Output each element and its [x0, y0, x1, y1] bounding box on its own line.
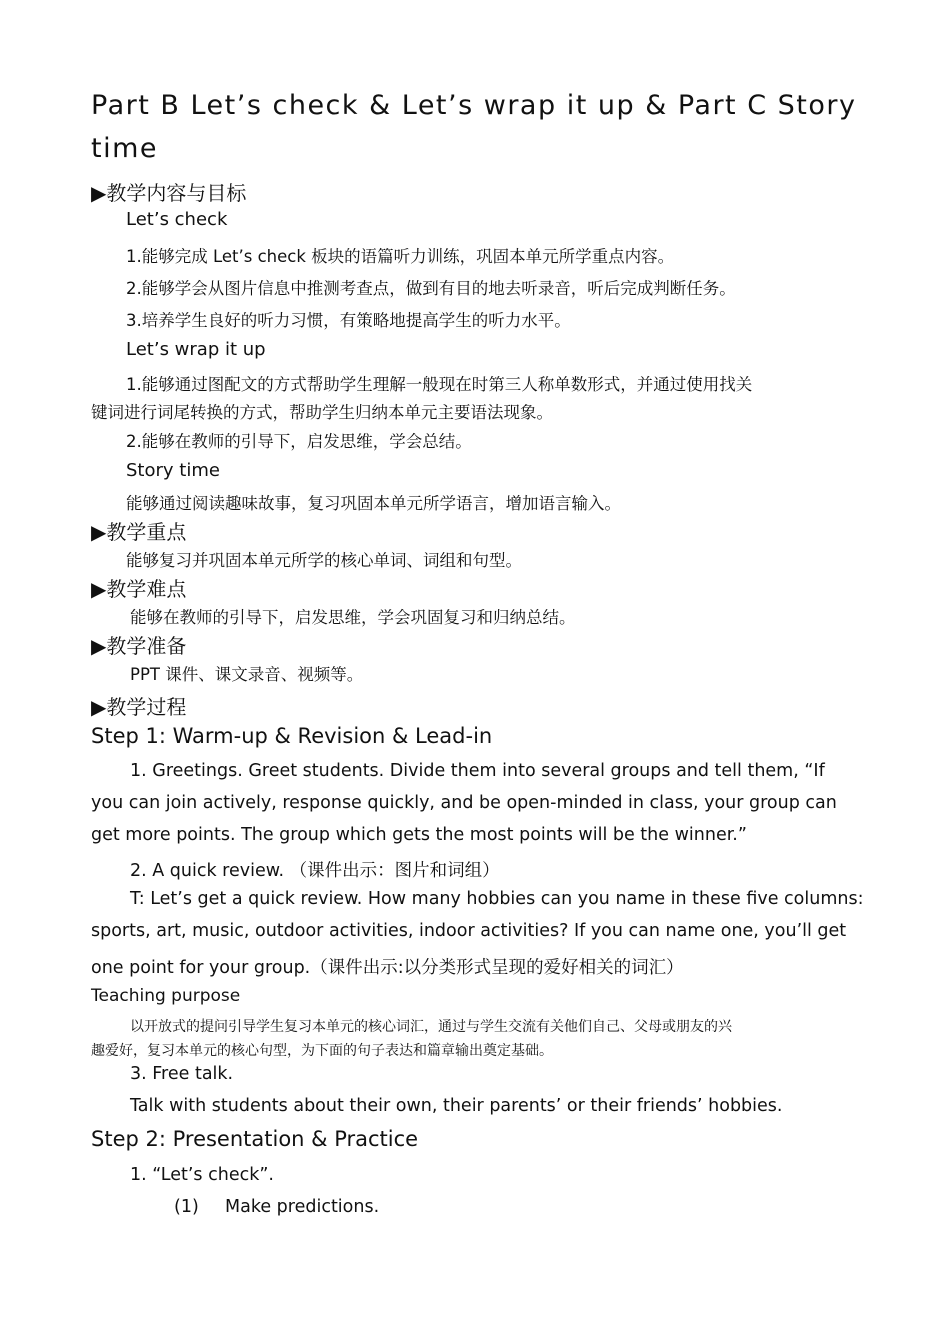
doc-title-line2: time — [91, 133, 159, 164]
teaching-purpose-heading: Teaching purpose — [91, 986, 241, 1006]
step1-p2: 2. A quick review. （课件出示：图片和词组） — [130, 861, 500, 881]
lets-wrap-heading: Let’s wrap it up — [126, 339, 266, 360]
lets-wrap-item-1-line2: 键词进行词尾转换的方式，帮助学生归纳本单元主要语法现象。 — [91, 403, 553, 422]
step1-p1-line2: you can join actively, response quickly, and be open-minded in class, your group can — [91, 793, 837, 813]
doc-title-line1: Part B Let’s check & Let’s wrap it up & Part C Story — [91, 90, 857, 121]
step1-p3-line2: sports, art, music, outdoor activities, indoor activities? If you can name one, you’ll get — [91, 921, 847, 941]
step1-p4: 3. Free talk. — [130, 1064, 234, 1084]
step2-sub-item — [174, 1197, 380, 1217]
step1-p1-line3: get more points. The group which gets the most points will be the winner.” — [91, 825, 747, 845]
story-time-heading: Story time — [126, 460, 220, 481]
section-process: ▶教学过程 — [91, 695, 187, 719]
lets-check-item-3: 3.培养学生良好的听力习惯，有策略地提高学生的听力水平。 — [126, 311, 571, 330]
section-preparation: ▶教学准备 — [91, 634, 187, 658]
teaching-purpose-line2: 趣爱好，复习本单元的核心句型，为下面的句子表达和篇章输出奠定基础。 — [91, 1043, 553, 1059]
step1-p5: Talk with students about their own, their parents’ or their friends’ hobbies. — [130, 1096, 783, 1116]
step2-p1: 1. “Let’s check”. — [130, 1165, 274, 1185]
difficulties-text: 能够在教师的引导下，启发思维，学会巩固复习和归纳总结。 — [130, 608, 576, 627]
step1-p3-line1: T: Let’s get a quick review. How many hobbies can you name in these five columns: — [130, 889, 864, 909]
step2-sub-number: (1) — [174, 1197, 199, 1217]
section-key-points: ▶教学重点 — [91, 520, 187, 544]
lets-wrap-item-1-line1: 1.能够通过图配文的方式帮助学生理解一般现在时第三人称单数形式，并通过使用找关 — [126, 375, 753, 394]
step2-heading: Step 2: Presentation & Practice — [91, 1127, 419, 1151]
lets-check-heading: Let’s check — [126, 209, 228, 230]
lets-wrap-item-2: 2.能够在教师的引导下，启发思维，学会总结。 — [126, 432, 472, 451]
section-difficulties: ▶教学难点 — [91, 577, 187, 601]
lets-check-item-1: 1.能够完成 Let’s check 板块的语篇听力训练，巩固本单元所学重点内容。 — [126, 247, 675, 266]
step2-sub-text: Make predictions. — [225, 1197, 380, 1217]
section-content-goals: ▶教学内容与目标 — [91, 181, 247, 205]
step1-p3-line3: one point for your group.（课件出示:以分类形式呈现的爱好相关的词汇） — [91, 958, 684, 978]
lets-check-item-2: 2.能够学会从图片信息中推测考查点，做到有目的地去听录音，听后完成判断任务。 — [126, 279, 736, 298]
step1-heading: Step 1: Warm-up & Revision & Lead-in — [91, 724, 493, 748]
story-time-text: 能够通过阅读趣味故事，复习巩固本单元所学语言，增加语言输入。 — [126, 494, 621, 513]
preparation-text: PPT 课件、课文录音、视频等。 — [130, 665, 364, 684]
teaching-purpose-line1: 以开放式的提问引导学生复习本单元的核心词汇，通过与学生交流有关他们自己、父母或朋友的兴 — [130, 1019, 732, 1035]
key-points-text: 能够复习并巩固本单元所学的核心单词、词组和句型。 — [126, 551, 522, 570]
step1-p1-line1: 1. Greetings. Greet students. Divide them into several groups and tell them, “If — [130, 761, 825, 781]
